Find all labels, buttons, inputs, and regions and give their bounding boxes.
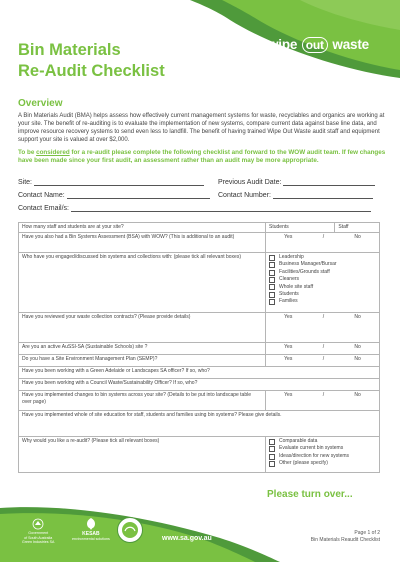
instructions-paragraph xyxy=(18,149,386,165)
previous-audit-date-field[interactable] xyxy=(218,178,375,186)
question-cell[interactable]: Have you been working with a Green Adelaide or Landscapes SA officer? If so, who? xyxy=(19,367,380,379)
option-label: Other (please specify) xyxy=(279,460,328,467)
govt-sa-logo xyxy=(22,518,54,545)
checkbox-option[interactable] xyxy=(269,453,376,460)
site-field[interactable] xyxy=(18,178,204,186)
yes-no-cell[interactable] xyxy=(266,233,380,253)
checkbox-icon[interactable] xyxy=(269,446,275,452)
checkbox-option[interactable] xyxy=(269,254,376,261)
wipe-out-waste-logo xyxy=(268,37,369,53)
checklist-table xyxy=(18,222,380,473)
checkbox-icon[interactable] xyxy=(269,255,275,261)
govt-line-3: Green Industries SA xyxy=(22,540,55,545)
staff-answer-cell[interactable] xyxy=(335,223,380,233)
question-cell[interactable]: Have you implemented whole of site education for staff, students and families using bin systems? Please give details. xyxy=(19,411,380,437)
logo-word-waste: waste xyxy=(332,37,369,52)
question-cell: Who have you engaged/discussed bin systems and collections with: (please tick all relevant boxes) xyxy=(19,253,266,313)
instructions-pre: To be xyxy=(18,149,37,156)
contact-emails-label: Contact Email/s: xyxy=(18,205,69,212)
govt-line-2: of South Australia xyxy=(24,535,53,540)
kesab-logo xyxy=(72,517,110,541)
yes-option[interactable]: Yes xyxy=(284,314,293,320)
page-title xyxy=(18,40,165,82)
checkbox-icon[interactable] xyxy=(269,439,275,445)
no-option[interactable]: No xyxy=(354,234,361,240)
checkbox-option[interactable] xyxy=(269,445,376,452)
checkbox-icon[interactable] xyxy=(269,284,275,290)
website-url[interactable]: www.sa.gov.au xyxy=(162,535,212,542)
question-cell: Are you an active AuSSI-SA (Sustainable Schools) site ? xyxy=(19,343,266,355)
checkbox-option[interactable] xyxy=(269,291,376,298)
option-label: Business Manager/Bursar xyxy=(279,261,337,268)
checkbox-option[interactable] xyxy=(269,269,376,276)
yes-no-cell[interactable] xyxy=(266,313,380,343)
option-label: Whole site staff xyxy=(279,283,314,290)
table-row xyxy=(19,223,380,233)
yes-no-cell[interactable] xyxy=(266,355,380,367)
yes-option[interactable]: Yes xyxy=(284,356,293,362)
contact-name-input-line[interactable] xyxy=(67,191,210,199)
table-row xyxy=(19,233,380,253)
question-cell: Why would you like a re-audit? (Please tick all relevant boxes) xyxy=(19,437,266,473)
title-line-1: Bin Materials xyxy=(18,41,121,59)
slash-separator: / xyxy=(322,234,325,240)
slash-separator: / xyxy=(322,356,325,362)
table-row xyxy=(19,355,380,367)
contact-number-label: Contact Number: xyxy=(218,192,271,199)
title-line-2: Re-Audit Checklist xyxy=(18,62,165,80)
students-answer-cell[interactable] xyxy=(266,223,335,233)
option-label: Facilities/Grounds staff xyxy=(279,268,330,275)
question-cell: Have you reviewed your waste collection contracts? (Please provide details) xyxy=(19,313,266,343)
document-title: Bin Materials Reaudit Checklist xyxy=(310,536,380,543)
no-option[interactable]: No xyxy=(354,356,361,362)
yes-option[interactable]: Yes xyxy=(284,234,293,240)
govt-line-1: Government xyxy=(28,531,49,536)
overview-heading: Overview xyxy=(18,98,63,109)
checkbox-option[interactable] xyxy=(269,298,376,305)
contact-emails-input-line[interactable] xyxy=(71,204,371,212)
logo-word-out: out xyxy=(302,37,328,53)
kesab-subtitle: environmental solutions xyxy=(72,536,110,541)
page-info xyxy=(311,530,380,543)
checkbox-icon[interactable] xyxy=(269,454,275,460)
checkbox-option[interactable] xyxy=(269,460,376,467)
site-input-line[interactable] xyxy=(34,178,204,186)
option-label: Leadership xyxy=(279,254,304,260)
contact-number-input-line[interactable] xyxy=(273,191,373,199)
yes-no-cell[interactable] xyxy=(266,391,380,411)
sustainable-schools-badge-icon xyxy=(116,516,144,544)
checkbox-icon[interactable] xyxy=(269,270,275,276)
table-row xyxy=(19,437,380,473)
table-row xyxy=(19,411,380,437)
page-number: Page 1 of 2 xyxy=(354,530,380,536)
table-row xyxy=(19,367,380,379)
option-label: Evaluate current bin systems xyxy=(279,445,344,452)
yes-no-cell[interactable] xyxy=(266,343,380,355)
site-label: Site: xyxy=(18,179,33,186)
question-cell: How many staff and students are at your site? xyxy=(19,223,266,233)
contact-name-label: Contact Name: xyxy=(18,192,65,199)
yes-option[interactable]: Yes xyxy=(284,344,293,350)
no-option[interactable]: No xyxy=(354,344,361,350)
turn-over-note: Please turn over... xyxy=(267,489,353,500)
slash-separator: / xyxy=(322,344,325,350)
table-row xyxy=(19,313,380,343)
no-option[interactable]: No xyxy=(354,314,361,320)
no-option[interactable]: No xyxy=(354,392,361,398)
govt-crest-icon xyxy=(31,518,45,530)
question-cell: Do you have a Site Environment Management Plan (SEMP)? xyxy=(19,355,266,367)
question-cell: Have you implemented changes to bin systems across your site? (Details to be put into landscape table over page) xyxy=(19,391,266,411)
table-row xyxy=(19,343,380,355)
checkbox-icon[interactable] xyxy=(269,262,275,268)
instructions-post: for a re-audit please complete the following checklist and forward to the WOW audit team. If few changes have been made since your first audit, an assessment rather than an audit may be more appropriate. xyxy=(18,149,386,164)
previous-audit-date-label: Previous Audit Date: xyxy=(218,179,282,186)
table-row xyxy=(19,253,380,313)
kesab-tree-icon xyxy=(83,517,99,531)
checkbox-option[interactable] xyxy=(269,438,376,445)
table-row xyxy=(19,391,380,411)
question-cell: Have you also had a Bin Systems Assessment (BSA) with WOW? (This is additional to an audit) xyxy=(19,233,266,253)
option-label: Cleaners xyxy=(279,276,300,283)
checkbox-icon[interactable] xyxy=(269,292,275,298)
previous-audit-date-input-line[interactable] xyxy=(283,178,375,186)
checkbox-icon[interactable] xyxy=(269,299,275,305)
engaged-options-cell xyxy=(266,253,380,313)
reaudit-options-cell xyxy=(266,437,380,473)
option-label: Students xyxy=(279,291,299,298)
checkbox-option[interactable] xyxy=(269,261,376,268)
checkbox-icon[interactable] xyxy=(269,461,275,467)
checkbox-icon[interactable] xyxy=(269,277,275,283)
staff-header: Staff xyxy=(338,224,349,230)
table-row xyxy=(19,379,380,391)
contact-name-field[interactable] xyxy=(18,191,210,199)
slash-separator: / xyxy=(322,314,325,320)
intro-paragraph: A Bin Materials Audit (BMA) helps assess how effectively current management systems for waste, recyclables and organics are working at your site. The benefit of re-auditing is to evaluate the implementation of new systems, compare current data against base line data, and improve resource recovery systems to send even less to landfill. The benefit of having trained Wipe Out Waste audit staff and equipment support your site is valued at over $2,000. xyxy=(18,113,385,143)
contact-number-field[interactable] xyxy=(218,191,373,199)
checkbox-option[interactable] xyxy=(269,284,376,291)
logo-word-wipe: wipe xyxy=(268,37,298,52)
checkbox-option[interactable] xyxy=(269,276,376,283)
instructions-emphasis: considered xyxy=(36,149,70,156)
slash-separator: / xyxy=(322,392,325,398)
option-label: Comparable data xyxy=(279,438,318,444)
option-label: Families xyxy=(279,298,298,305)
question-cell[interactable]: Have you been working with a Council Waste/Sustainability Officer? If so, who? xyxy=(19,379,380,391)
kesab-name: KESAB xyxy=(82,531,100,538)
option-label: Ideas/direction for new systems xyxy=(279,452,350,459)
yes-option[interactable]: Yes xyxy=(284,392,293,398)
students-header: Students xyxy=(269,224,289,230)
contact-emails-field[interactable] xyxy=(18,204,371,212)
